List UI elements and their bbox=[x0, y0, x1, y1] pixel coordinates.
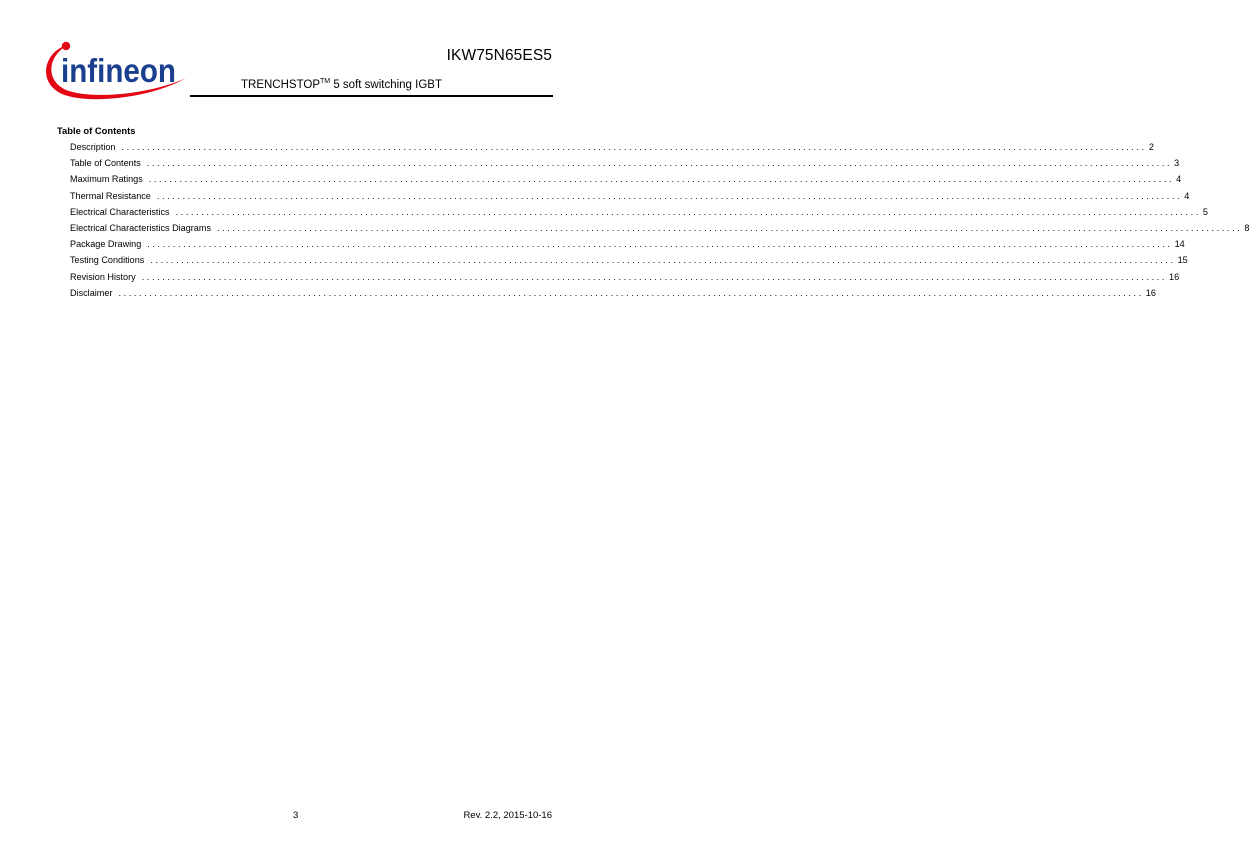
toc-entry-page: 4 bbox=[1184, 190, 1190, 201]
toc-leader-dots: ........................................................................................................................................................................................................ bbox=[146, 158, 1173, 169]
toc-entry-page: 8 bbox=[1244, 222, 1249, 233]
infineon-logo bbox=[40, 38, 190, 104]
toc-entry-page: 2 bbox=[1148, 142, 1154, 152]
toc-leader-dots: ........................................................................................................................................................................................................ bbox=[141, 271, 1168, 282]
subtitle-main: TRENCHSTOP bbox=[241, 79, 321, 91]
toc-entry-testing-conditions[interactable] bbox=[70, 255, 1188, 271]
header-divider bbox=[190, 95, 553, 97]
toc-entry-revision-history[interactable] bbox=[70, 271, 1180, 288]
subtitle-trademark: TM bbox=[320, 78, 331, 85]
toc-entry-page: 3 bbox=[1174, 158, 1180, 169]
toc-entry-title: Thermal Resistance bbox=[70, 190, 151, 201]
toc-entry-page: 15 bbox=[1177, 255, 1188, 266]
toc-entry-title: Table of Contents bbox=[70, 158, 141, 169]
toc-leader-dots: ........................................................................................................................................................................................................ bbox=[118, 287, 1144, 298]
toc-entry-title: Description bbox=[70, 142, 116, 152]
toc-leader-dots: ........................................................................................................................................................................................................ bbox=[175, 206, 1201, 217]
toc-entry-title: Testing Conditions bbox=[70, 255, 145, 266]
toc-entry-title: Electrical Characteristics Diagrams bbox=[70, 222, 211, 233]
toc-entry-page: 5 bbox=[1202, 206, 1208, 217]
toc-entry-maximum-ratings[interactable] bbox=[70, 174, 1182, 190]
subtitle-rest: 5 soft switching IGBT bbox=[330, 79, 442, 91]
toc-entry-title: Package Drawing bbox=[70, 239, 142, 250]
toc-leader-dots: ........................................................................................................................................................................................................ bbox=[147, 239, 1173, 250]
toc-entry-disclaimer[interactable] bbox=[70, 287, 1156, 304]
toc-entry-electrical-characteristics[interactable] bbox=[70, 206, 1208, 223]
toc-entry-electrical-characteristics-diagrams[interactable] bbox=[70, 222, 1249, 239]
table-of-contents bbox=[70, 142, 1249, 304]
footer-revision: Rev. 2.2, 2015-10-16 bbox=[463, 810, 552, 821]
footer-page-number: 3 bbox=[293, 810, 299, 821]
toc-entry-page: 4 bbox=[1176, 174, 1182, 185]
toc-entry-thermal-resistance[interactable] bbox=[70, 190, 1190, 207]
part-number: IKW75N65ES5 bbox=[446, 47, 552, 64]
toc-entry-title: Maximum Ratings bbox=[70, 174, 143, 185]
toc-entry-table-of-contents[interactable] bbox=[70, 158, 1180, 174]
toc-entry-title: Revision History bbox=[70, 271, 136, 282]
toc-entry-title: Disclaimer bbox=[70, 287, 113, 298]
toc-entry-page: 16 bbox=[1169, 271, 1180, 282]
toc-leader-dots: ........................................................................................................................................................................................................ bbox=[217, 222, 1243, 233]
toc-heading: Table of Contents bbox=[57, 125, 136, 136]
toc-entry-page: 14 bbox=[1174, 239, 1185, 250]
toc-entry-page: 16 bbox=[1145, 287, 1156, 298]
toc-leader-dots: ........................................................................................................................................................................................................ bbox=[156, 190, 1183, 201]
toc-leader-dots: ........................................................................................................................................................................................................ bbox=[150, 255, 1176, 266]
toc-leader-dots: ........................................................................................................................................................................................................ bbox=[121, 142, 1147, 152]
logo-text: infineon bbox=[61, 52, 176, 89]
toc-entry-package-drawing[interactable] bbox=[70, 239, 1185, 255]
toc-leader-dots: ........................................................................................................................................................................................................ bbox=[148, 174, 1175, 185]
document-subtitle bbox=[241, 79, 442, 91]
toc-entry-description[interactable] bbox=[70, 142, 1154, 158]
toc-entry-title: Electrical Characteristics bbox=[70, 206, 170, 217]
